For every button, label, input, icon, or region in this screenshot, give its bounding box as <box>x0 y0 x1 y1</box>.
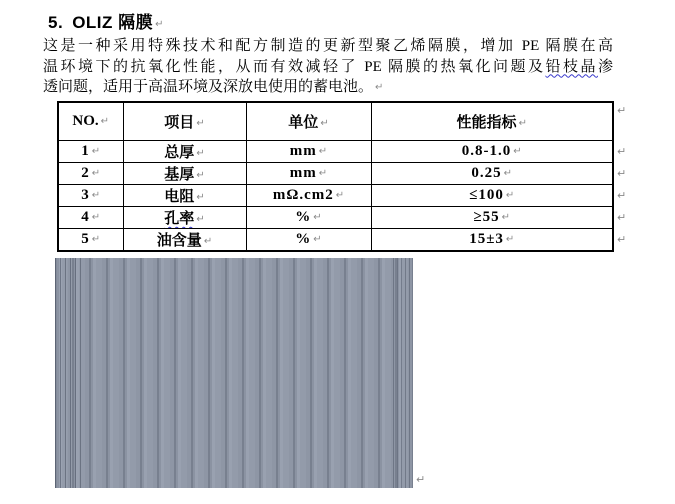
spellcheck-flagged-text: 孔率 <box>164 211 195 227</box>
heading-text: OLIZ 隔膜 <box>72 13 154 32</box>
section-heading <box>48 8 164 33</box>
paragraph-line: 这是一种采用特殊技术和配方制造的更新型聚乙烯隔膜，增加 PE 隔膜在高 <box>43 38 613 54</box>
cell-end-mark-icon: ↵ <box>505 234 515 245</box>
row-end-mark-icon: ↵ <box>617 167 627 180</box>
row-end-mark-icon: ↵ <box>617 189 627 202</box>
cell-end-mark-icon: ↵ <box>501 212 511 223</box>
table-row <box>58 141 613 163</box>
table-row <box>58 163 613 185</box>
row-end-mark-icon: ↵ <box>617 233 627 246</box>
cell-end-mark-icon: ↵ <box>196 214 205 225</box>
cell-end-mark-icon: ↵ <box>91 146 101 157</box>
spellcheck-flagged-text: 铅枝晶 <box>545 58 598 75</box>
cell-item: 电阻 ↵ <box>123 185 246 207</box>
cell-no: 3 ↵ <box>58 185 123 207</box>
col-header-no: NO. ↵ <box>58 102 123 141</box>
cell-end-mark-icon: ↵ <box>196 192 205 203</box>
table-row <box>58 207 613 229</box>
cell-item: 总厚 ↵ <box>123 141 246 163</box>
cell-end-mark-icon: ↵ <box>335 190 345 201</box>
cell-end-mark-icon: ↵ <box>313 212 322 223</box>
cell-unit: mm ↵ <box>246 141 371 163</box>
cell-end-mark-icon: ↵ <box>503 168 513 179</box>
cell-end-mark-icon: ↵ <box>505 190 515 201</box>
cell-end-mark-icon: ↵ <box>91 190 101 201</box>
cell-end-mark-icon: ↵ <box>318 168 328 179</box>
membrane-product-image <box>55 258 413 488</box>
cell-end-mark-icon: ↵ <box>91 212 101 223</box>
cell-end-mark-icon: ↵ <box>196 170 205 181</box>
cell-no: 4 ↵ <box>58 207 123 229</box>
cell-no: 1 ↵ <box>58 141 123 163</box>
paragraph-mark-icon: ↵ <box>416 473 426 486</box>
paragraph-mark-icon: ↵ <box>375 82 384 93</box>
cell-end-mark-icon: ↵ <box>513 146 522 157</box>
cell-spec: 15±3 ↵ <box>371 229 613 252</box>
row-end-mark-icon: ↵ <box>617 104 627 117</box>
row-end-mark-icon: ↵ <box>617 211 627 224</box>
spec-table <box>57 101 614 252</box>
row-end-mark-icon: ↵ <box>617 145 627 158</box>
cell-unit: % ↵ <box>246 207 371 229</box>
cell-end-mark-icon: ↵ <box>318 146 328 157</box>
cell-item <box>123 207 246 229</box>
table-header-row <box>58 102 613 141</box>
cell-no: 2 ↵ <box>58 163 123 185</box>
cell-spec: ≤100 ↵ <box>371 185 613 207</box>
intro-paragraph <box>43 36 613 98</box>
col-header-spec: 性能指标 ↵ <box>371 102 613 141</box>
cell-end-mark-icon: ↵ <box>203 236 213 247</box>
cell-item: 基厚 ↵ <box>123 163 246 185</box>
cell-end-mark-icon: ↵ <box>313 234 322 245</box>
cell-end-mark-icon: ↵ <box>196 148 205 159</box>
cell-no: 5 ↵ <box>58 229 123 252</box>
table-row <box>58 185 613 207</box>
cell-end-mark-icon: ↵ <box>196 118 205 129</box>
col-header-unit: 单位 ↵ <box>246 102 371 141</box>
cell-end-mark-icon: ↵ <box>91 168 101 179</box>
table-row <box>58 229 613 252</box>
paragraph-mark-icon: ↵ <box>155 19 164 30</box>
cell-end-mark-icon: ↵ <box>91 234 101 245</box>
cell-end-mark-icon: ↵ <box>100 116 110 127</box>
cell-spec: 0.8-1.0 ↵ <box>371 141 613 163</box>
cell-unit: mm ↵ <box>246 163 371 185</box>
cell-unit: mΩ.cm2 ↵ <box>246 185 371 207</box>
cell-spec: ≥55 ↵ <box>371 207 613 229</box>
heading-number: 5. <box>48 13 64 32</box>
cell-end-mark-icon: ↵ <box>518 118 527 129</box>
col-header-item: 项目 ↵ <box>123 102 246 141</box>
paragraph-line: 温环境下的抗氧化性能，从而有效减轻了 PE 隔膜的热氧化问题及铅枝晶渗 <box>43 58 613 75</box>
cell-end-mark-icon: ↵ <box>320 118 329 129</box>
cell-item: 油含量 ↵ <box>123 229 246 252</box>
paragraph-line: 透问题，适用于高温环境及深放电使用的蓄电池。 ↵ <box>43 79 384 95</box>
cell-unit: % ↵ <box>246 229 371 252</box>
cell-spec: 0.25 ↵ <box>371 163 613 185</box>
